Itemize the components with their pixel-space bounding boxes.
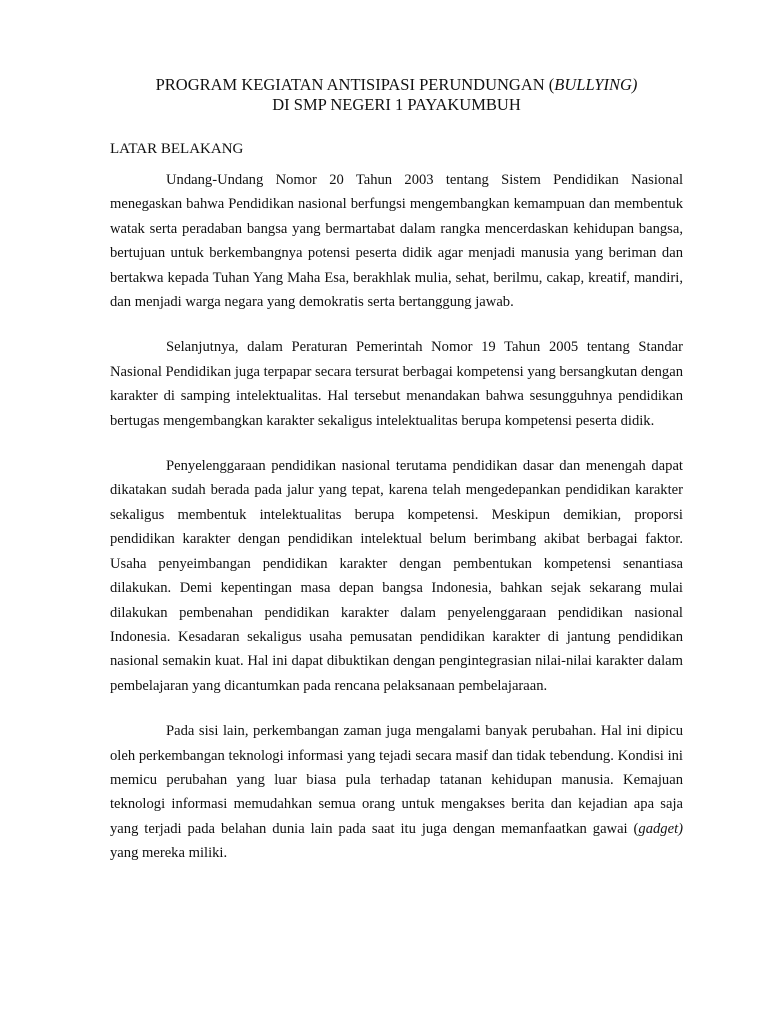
document-title (110, 75, 683, 115)
title-line-1-text: PROGRAM KEGIATAN ANTISIPASI PERUNDUNGAN ( (155, 75, 555, 94)
title-line-1-italic: BULLYING) (554, 75, 638, 94)
document-page (110, 75, 683, 866)
title-line-1 (110, 75, 683, 95)
paragraph-1: Undang-Undang Nomor 20 Tahun 2003 tentang Sistem Pendidikan Nasional menegaskan bahwa Pendidikan nasional berfungsi mengembangkan kemampuan dan membentuk watak serta peradaban bangsa yang bermartabat dalam rangka mencerdaskan kehidupan bangsa, bertujuan untuk berkembangnya potensi peserta didik agar menjadi manusia yang beriman dan bertakwa kepada Tuhan Yang Maha Esa, berakhlak mulia, sehat, berilmu, cakap, kreatif, mandiri, dan menjadi warga negara yang demokratis serta bertanggung jawab. (110, 172, 683, 311)
paragraph-4-italic: gadget) (638, 820, 683, 837)
paragraph-2: Selanjutnya, dalam Peraturan Pemerintah Nomor 19 Tahun 2005 tentang Standar Nasional Pendidikan juga terpapar secara tersurat berbagai kompetensi yang bersangkutan dengan karakter di samping intelektualitas. Hal tersebut menandakan bahwa sesungguhnya pendidikan bertugas mengembangkan karakter sekaligus intelektualitas berupa kompetensi peserta didik. (110, 339, 683, 429)
paragraph-3: Penyelenggaraan pendidikan nasional terutama pendidikan dasar dan menengah dapat dikatakan sudah berada pada jalur yang tepat, karena telah mengedepankan pendidikan karakter sekaligus membentuk intelektualitas berupa kompetensi. Meskipun demikian, proporsi pendidikan karakter dengan pendidikan intelektual belum berimbang akibat berbagai faktor. Usaha penyeimbangan pendidikan karakter dengan pembentukan kompetensi senantiasa dilakukan. Demi kepentingan masa depan bangsa Indonesia, bahkan sejak sekarang mulai dilakukan pembenahan pendidikan karakter dalam penyelenggaraan pendidikan nasional Indonesia. Kesadaran sekaligus usaha pemusatan pendidikan karakter di jantung pendidikan nasional semakin kuat. Hal ini dapat dibuktikan dengan pengintegrasian nilai-nilai karakter dalam pembelajaran yang dicantumkan pada rencana pelaksanaan pembelajaraan. (110, 458, 683, 694)
paragraph-4-text: Pada sisi lain, perkembangan zaman juga mengalami banyak perubahan. Hal ini dipicu oleh perkembangan teknologi informasi yang tejadi secara masif dan tidak tebendung. Kondisi ini memicu perubahan yang luar biasa pula terhadap tatanan kehidupan manusia. Kemajuan teknologi informasi memudahkan semua orang untuk mengakses berita dan kejadian apa saja yang terjadi pada belahan dunia lain pada saat itu juga dengan memanfaatkan gawai ( (110, 723, 683, 837)
paragraph-4-tail: yang mereka miliki. (110, 845, 228, 862)
paragraph-4 (110, 719, 683, 865)
title-line-2: DI SMP NEGERI 1 PAYAKUMBUH (272, 95, 521, 114)
section-heading: LATAR BELAKANG (110, 141, 244, 157)
